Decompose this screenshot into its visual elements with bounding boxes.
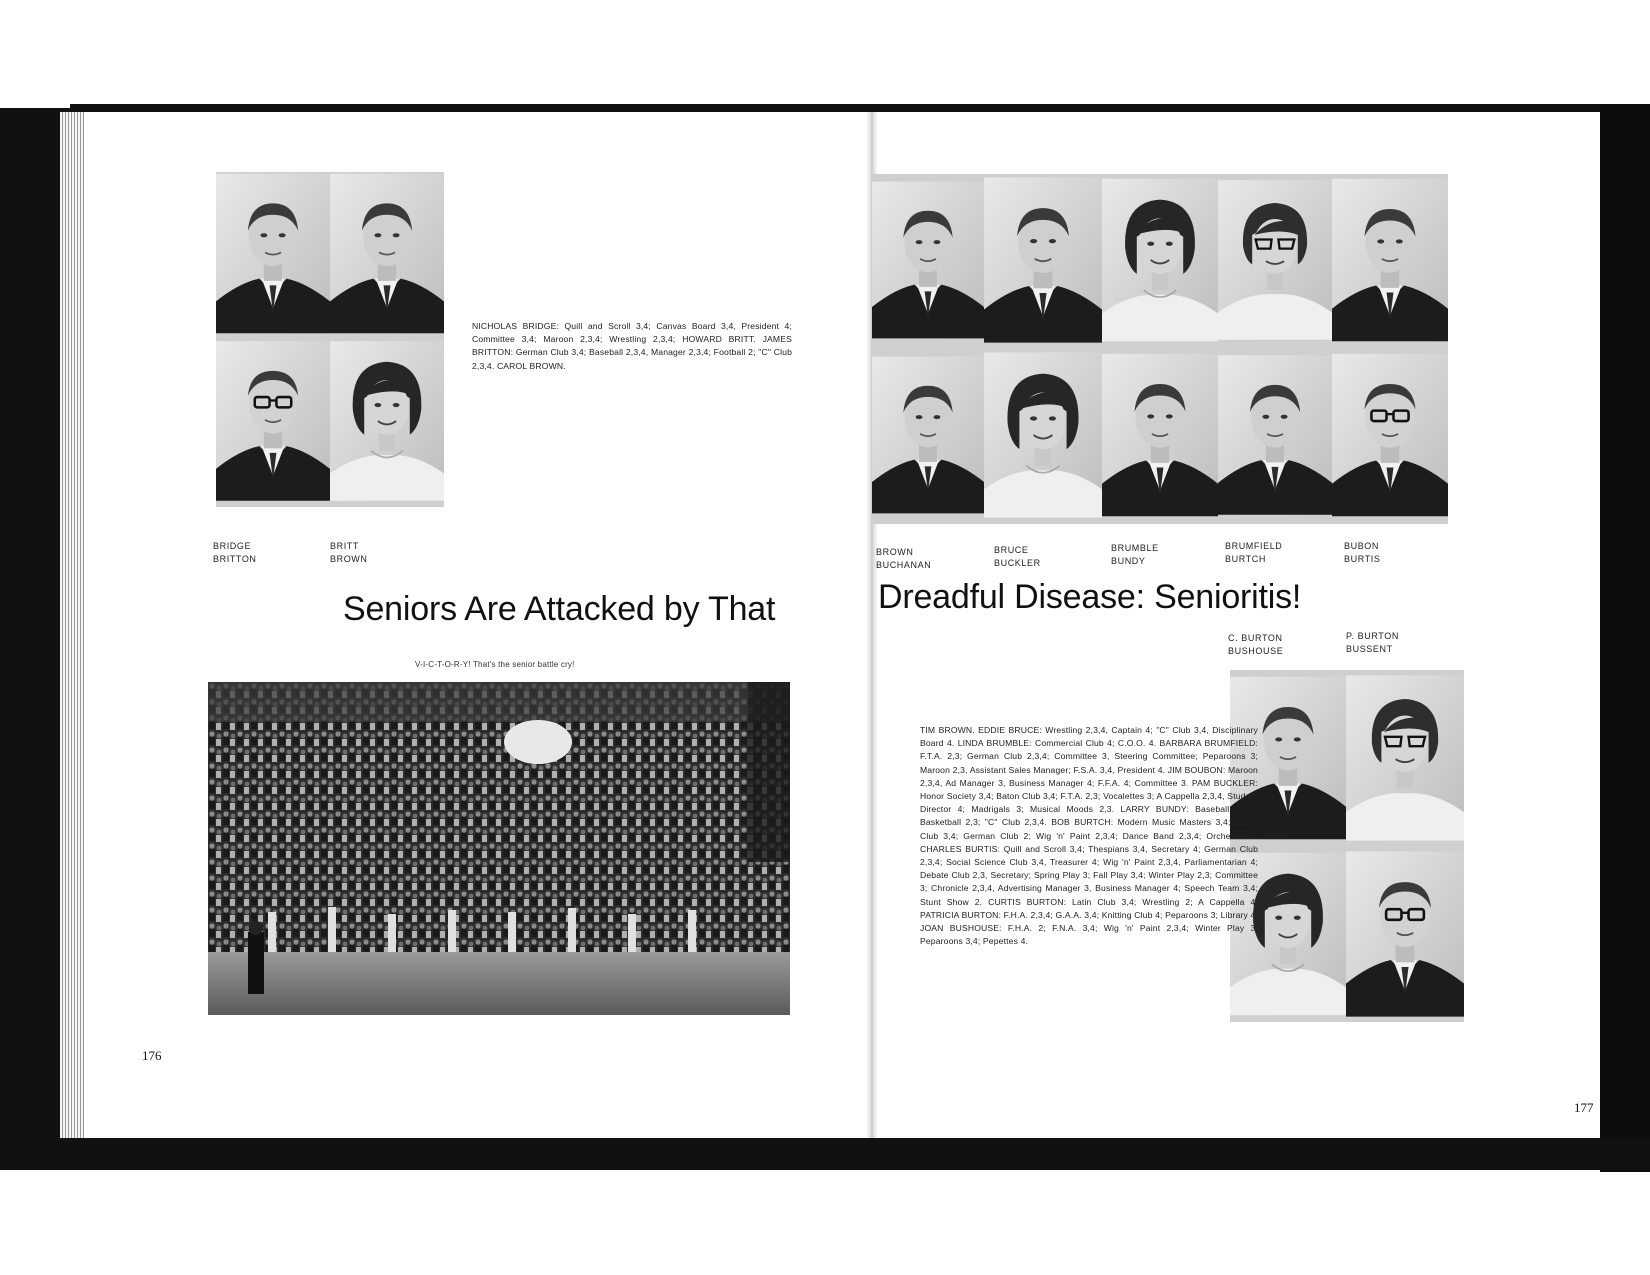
portrait-britt bbox=[330, 172, 444, 335]
caption-name: BRUMFIELD bbox=[1225, 541, 1283, 551]
caption-name: BRITT bbox=[330, 541, 359, 551]
caption-name: BUBON bbox=[1344, 541, 1380, 551]
caption-name: BUCKLER bbox=[994, 558, 1041, 568]
left-caption-2 bbox=[330, 540, 368, 566]
caption-name: BRIDGE bbox=[213, 541, 252, 551]
left-page-number: 176 bbox=[142, 1048, 162, 1063]
portrait-britton bbox=[216, 335, 330, 507]
book-top-edge bbox=[70, 104, 1645, 112]
right-headline: Dreadful Disease: Senioritis! bbox=[878, 578, 1302, 616]
portrait-buckler bbox=[984, 346, 1102, 524]
portrait-brumble bbox=[1102, 174, 1218, 346]
left-headline: Seniors Are Attacked by That bbox=[343, 590, 776, 628]
right-lower-caption-1 bbox=[1228, 632, 1283, 658]
caption-name: BRITTON bbox=[213, 554, 257, 564]
crowd-photo-caption: V-I-C-T-O-R-Y! That's the senior battle cry! bbox=[415, 660, 575, 669]
portrait-burtch bbox=[1218, 346, 1332, 524]
portrait-bubon bbox=[1332, 174, 1448, 346]
left-caption-1 bbox=[213, 540, 257, 566]
caption-name: BROWN bbox=[876, 547, 914, 557]
portrait-burton-patricia bbox=[1346, 670, 1464, 846]
caption-name: BUSHOUSE bbox=[1228, 646, 1284, 656]
right-page-number: 177 bbox=[1574, 1100, 1594, 1115]
caption-name: BRUCE bbox=[994, 545, 1029, 555]
caption-name: BURTIS bbox=[1344, 554, 1381, 564]
right-caption-4 bbox=[1225, 540, 1282, 566]
right-caption-5 bbox=[1344, 540, 1380, 566]
right-bio-text: TIM BROWN. EDDIE BRUCE: Wrestling 2,3,4, Captain 4; "C" Club 3,4, Disciplinary Board 4. LINDA BRUMBLE: Commercial Club 4; C.O.O. 4. BARBARA BRUMFIELD: F.T.A. 2,3; German Club 2,3,4; Committee 3, Steering Committee; Peparoons 3; Maroon 2,3, Assistant Sales Manager; F.S.A. 3,4, President 4. JIM BOUBON: Maroon 2,3,4, Ad Manager 3, Business Manager 4; F.F.A. 4; Committee 3. PAM BUCKLER: Honor Society 3,4; Baton Club 3,4; F.T.A. 2,3; Vocalettes 3; A Cappella 2,3,4, Student Director 4; Madrigals 3; Musical Moods 2,3. LARRY BUNDY: Baseball 2,3,4; Basketball 2,3; "C" Club 2,3,4. BOB BURTCH: Modern Music Masters 3,4; Baton Club 3,4; German Club 2; Wig 'n' Paint 2,3,4; Dance Band 2,3,4; Orchestra 2. CHARLES BURTIS: Quill and Scroll 3,4; Thespians 3,4, Secretary 4; German Club 2,3,4; Social Science Club 3,4, Treasurer 4; Wig 'n' Paint 2,3,4, Parliamentarian 4; Debate Club 2,3, Secretary; Spring Play 3; Fall Play 3,4; Winter Play 2,3; Committee 3; Chronicle 2,3,4, Advertising Manager 3, Business Manager 4; Speech Team 3,4; Stunt Show 2. CURTIS BURTON: Latin Club 3,4; Wrestling 2; A Cappella 4. PATRICIA BURTON: F.H.A. 2,3,4; G.A.A. 3,4; Knitting Club 4; Peparoons 3; Library 4. JOAN BUSHOUSE: F.H.A. 2; F.N.A. 3,4; Wig 'n' Paint 2,3,4; Winter Play 3; Peparoons 3,4; Pepettes 4. bbox=[920, 725, 1258, 947]
caption-name: BROWN bbox=[330, 554, 368, 564]
caption-name: BUSSENT bbox=[1346, 644, 1393, 654]
caption-name: BRUMBLE bbox=[1111, 543, 1159, 553]
page-stack-edge bbox=[60, 112, 86, 1142]
right-caption-1 bbox=[876, 546, 931, 572]
portrait-burtis bbox=[1332, 346, 1448, 524]
portrait-brown-carol bbox=[330, 335, 444, 507]
book-bottom-edge bbox=[0, 1138, 1650, 1170]
portrait-bussent bbox=[1346, 846, 1464, 1022]
caption-name: BUCHANAN bbox=[876, 560, 932, 570]
right-lower-caption-2 bbox=[1346, 630, 1399, 656]
portrait-brown-tim bbox=[872, 174, 984, 346]
right-caption-3 bbox=[1111, 542, 1159, 568]
caption-name: P. BURTON bbox=[1346, 631, 1399, 641]
crowd-photo bbox=[208, 682, 790, 1015]
portrait-bridge bbox=[216, 172, 330, 335]
right-caption-2 bbox=[994, 544, 1041, 570]
caption-name: BUNDY bbox=[1111, 556, 1146, 566]
caption-name: C. BURTON bbox=[1228, 633, 1283, 643]
caption-name: BURTCH bbox=[1225, 554, 1266, 564]
book-right-edge bbox=[1600, 104, 1650, 1172]
left-bio-text: NICHOLAS BRIDGE: Quill and Scroll 3,4; Canvas Board 3,4, President 4; Committee 3,4; Maroon 2,3,4; Wrestling 2,3,4; HOWARD BRITT. JAMES BRITTON: German Club 3,4; Baseball 2,3,4, Manager 2,3,4; Football 2; "C" Club 2,3,4. CAROL BROWN. bbox=[472, 321, 792, 371]
portrait-bundy bbox=[1102, 346, 1218, 524]
portrait-bruce bbox=[984, 174, 1102, 346]
portrait-brumfield bbox=[1218, 174, 1332, 346]
portrait-buchanan bbox=[872, 346, 984, 524]
